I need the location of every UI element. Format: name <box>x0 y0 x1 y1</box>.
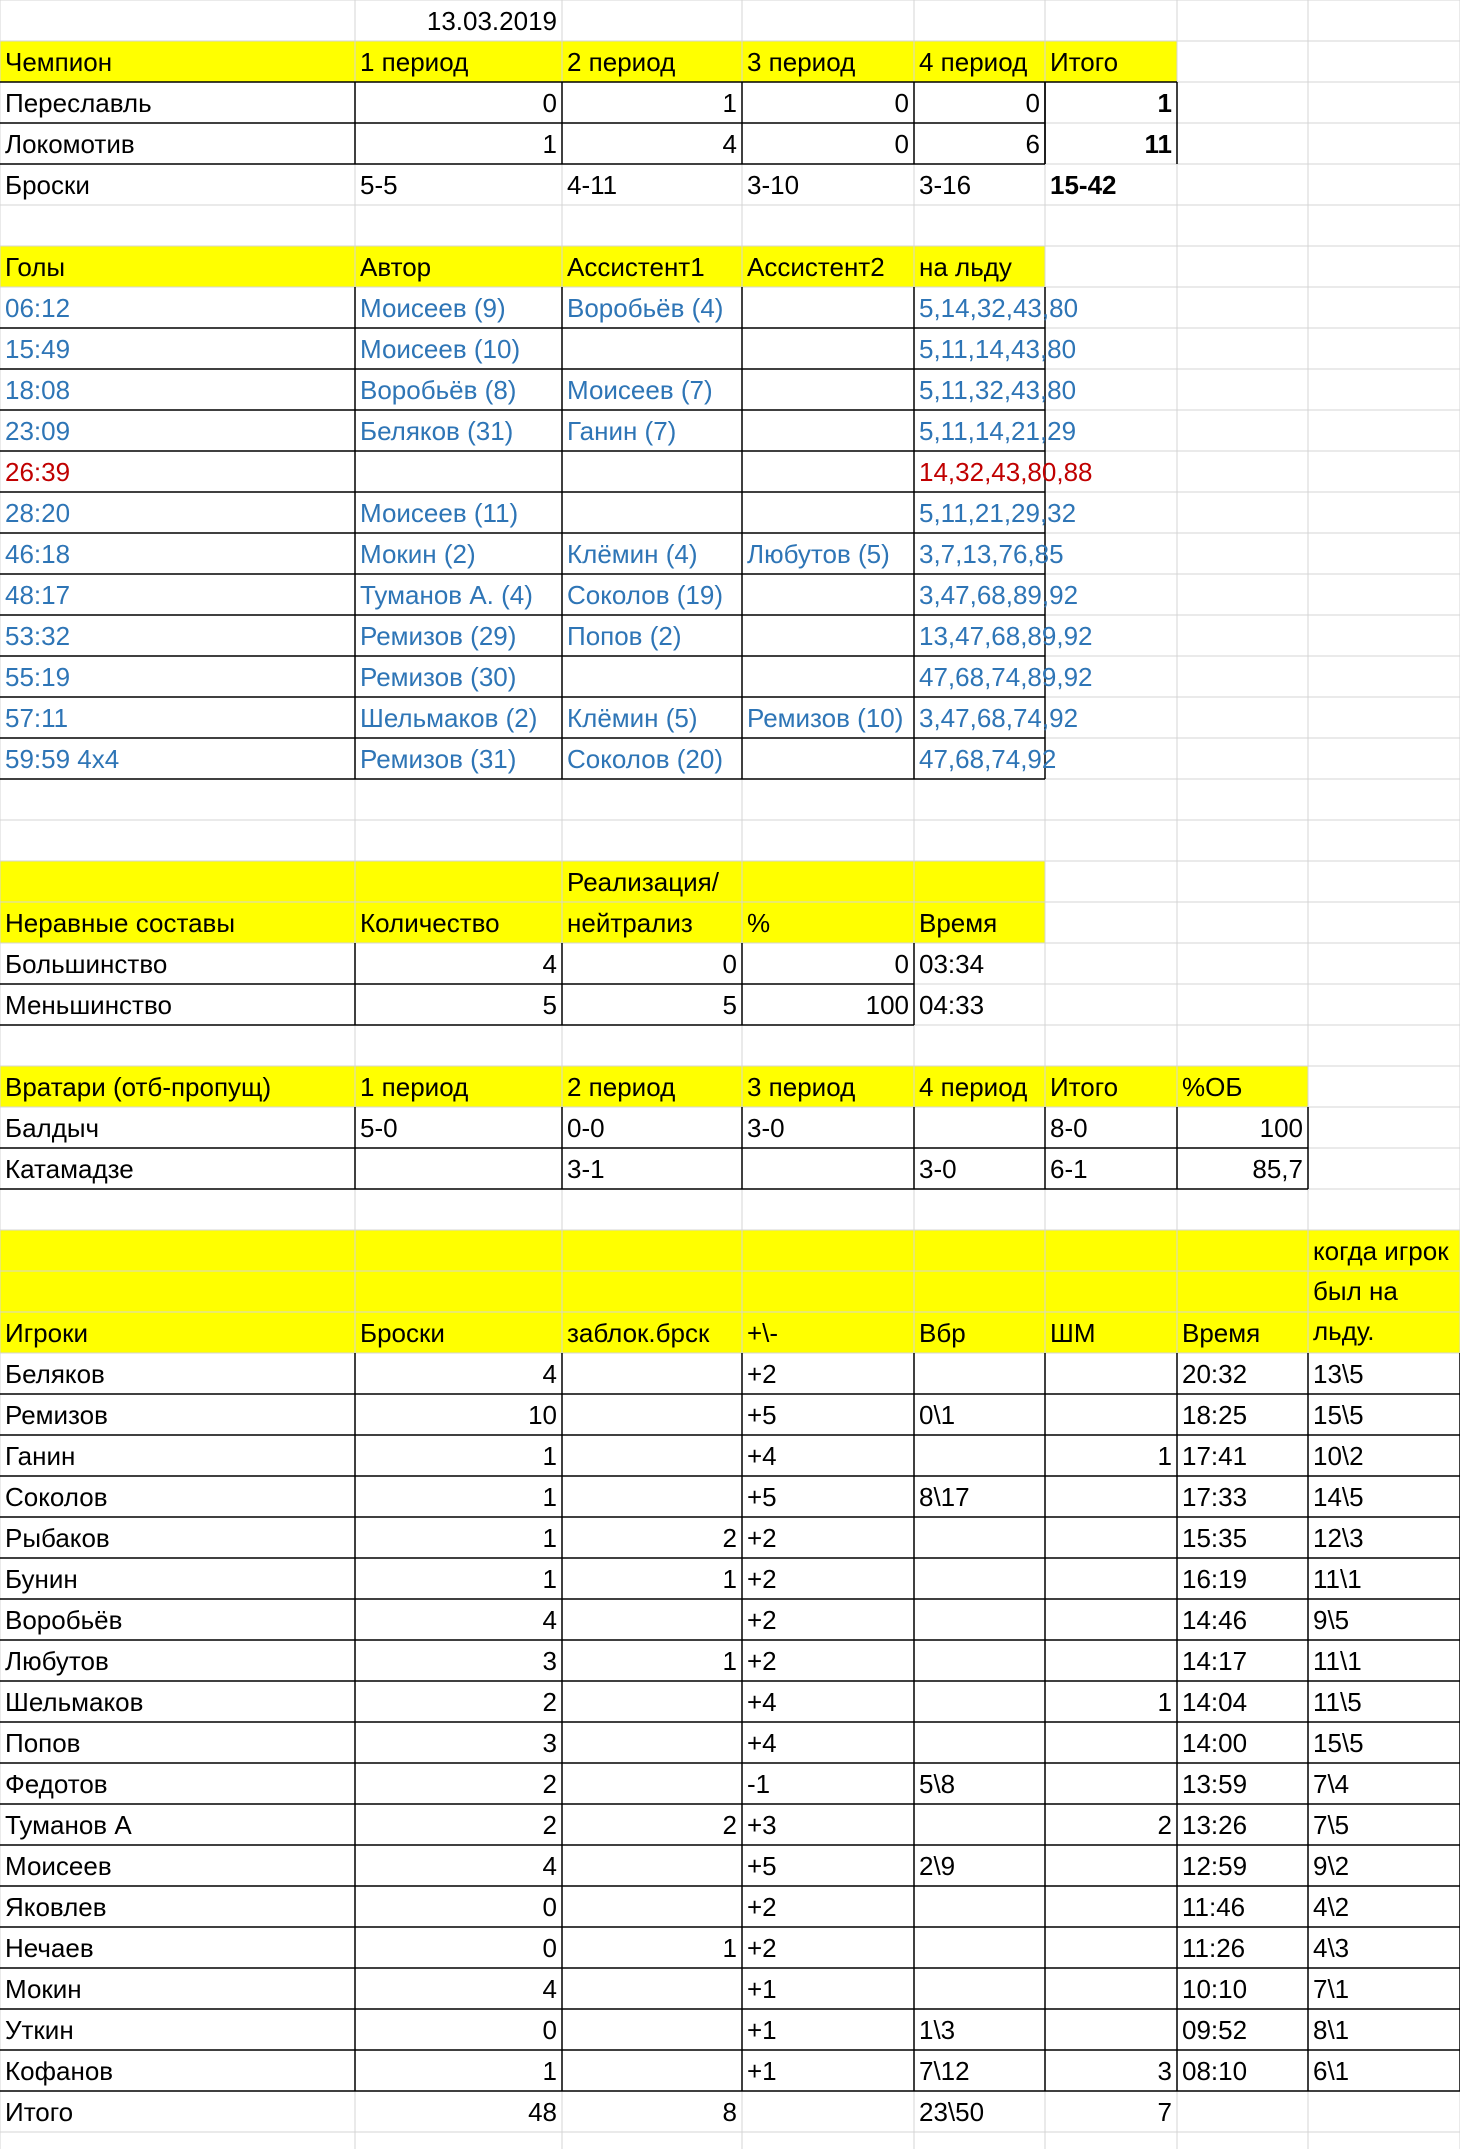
goal-cell: Беляков (31) <box>360 415 514 446</box>
player-cell: 6\1 <box>1313 2055 1350 2086</box>
goalie-cell: Катамадзе <box>5 1153 134 1184</box>
goal-cell: 5,11,14,21,29 <box>919 415 1077 446</box>
players-total-cell <box>742 2091 914 2132</box>
players-total-cell: Итого <box>5 2096 74 2127</box>
player-cell: 7\1 <box>1313 1973 1350 2004</box>
goalies-header-cell: 4 период <box>919 1071 1028 1102</box>
players-total-cell <box>1177 2091 1308 2132</box>
score-cell: 1 <box>1157 87 1172 118</box>
player-cell: Ганин <box>5 1440 76 1471</box>
goal-cell <box>742 369 914 410</box>
score-cell: 11 <box>1144 128 1172 159</box>
goal-cell <box>562 656 742 697</box>
goals-header-cell: Автор <box>360 251 432 282</box>
player-cell <box>914 1599 1045 1640</box>
goal-cell: Ганин (7) <box>567 415 677 446</box>
goal-cell: 26:39 <box>5 456 71 487</box>
player-cell <box>914 1435 1045 1476</box>
players-header-cell: Игроки <box>5 1317 88 1348</box>
player-cell: 4\3 <box>1313 1932 1350 1963</box>
goal-cell: 5,11,14,43,80 <box>919 333 1077 364</box>
player-cell: 12:59 <box>1182 1850 1248 1881</box>
special-header-cell: Время <box>919 907 998 938</box>
player-cell: 7\5 <box>1313 1809 1350 1840</box>
player-cell: 2 <box>1157 1809 1172 1840</box>
player-cell: 1 <box>1157 1440 1172 1471</box>
goal-cell: Воробьёв (8) <box>360 374 517 405</box>
player-cell <box>562 1722 742 1763</box>
player-cell: 09:52 <box>1182 2014 1248 2045</box>
player-cell <box>562 1763 742 1804</box>
player-cell: +4 <box>747 1727 777 1758</box>
score-cell: 0 <box>542 87 557 118</box>
player-cell: +2 <box>747 1932 777 1963</box>
special-header-cell: нейтрализ <box>567 907 693 938</box>
player-cell: Туманов А <box>5 1809 132 1840</box>
player-cell: Бунин <box>5 1563 78 1594</box>
special-header-cell: Реализация/ <box>567 866 719 897</box>
score-cell: 15-42 <box>1050 169 1117 200</box>
player-cell: 8\1 <box>1313 2014 1350 2045</box>
goal-cell: 46:18 <box>5 538 71 569</box>
goal-cell: Любутов (5) <box>747 538 890 569</box>
goal-cell: Ремизов (10) <box>747 702 904 733</box>
player-cell: Яковлев <box>5 1891 107 1922</box>
goal-cell: 14,32,43,80,88 <box>919 456 1093 487</box>
goalies-header-cell: 1 период <box>360 1071 469 1102</box>
goal-cell: Моисеев (11) <box>360 497 519 528</box>
goal-cell: Ремизов (29) <box>360 620 517 651</box>
goal-cell <box>355 451 562 492</box>
player-cell <box>914 1927 1045 1968</box>
player-cell: Кофанов <box>5 2055 114 2086</box>
player-cell: 0 <box>542 1891 557 1922</box>
player-cell: 1 <box>542 1481 557 1512</box>
player-cell: 2 <box>722 1809 737 1840</box>
players-total-cell: 48 <box>528 2096 557 2127</box>
goal-cell: Мокин (2) <box>360 538 476 569</box>
player-cell: +1 <box>747 2014 777 2045</box>
goal-cell <box>742 410 914 451</box>
goal-cell: 59:59 4х4 <box>5 743 120 774</box>
player-cell: +2 <box>747 1891 777 1922</box>
player-cell: 0 <box>542 2014 557 2045</box>
goal-cell: 28:20 <box>5 497 71 528</box>
goalies-header-cell: Итого <box>1050 1071 1119 1102</box>
goal-cell: Попов (2) <box>567 620 682 651</box>
goal-cell: 5,11,21,29,32 <box>919 497 1077 528</box>
player-cell <box>562 2009 742 2050</box>
player-cell <box>1045 1968 1177 2009</box>
player-cell: 14:46 <box>1182 1604 1248 1635</box>
player-cell: +2 <box>747 1563 777 1594</box>
goalie-cell: 3-1 <box>567 1153 605 1184</box>
player-cell <box>1045 1394 1177 1435</box>
player-cell: 11\5 <box>1313 1686 1362 1717</box>
special-header-cell: % <box>747 907 771 938</box>
players-total-cell: 8 <box>722 2096 737 2127</box>
goalie-cell: Балдыч <box>5 1112 100 1143</box>
goalie-cell: 100 <box>1259 1112 1303 1143</box>
score-header-cell: 2 период <box>567 46 676 77</box>
player-cell: 4\2 <box>1313 1891 1350 1922</box>
player-cell <box>562 1886 742 1927</box>
player-cell <box>914 1804 1045 1845</box>
player-cell: Беляков <box>5 1358 105 1389</box>
goalie-cell: 3-0 <box>919 1153 957 1184</box>
goalies-header-cell: %ОБ <box>1182 1071 1243 1102</box>
goal-cell: 3,47,68,74,92 <box>919 702 1079 733</box>
player-cell: 14:17 <box>1182 1645 1248 1676</box>
player-cell: 0 <box>542 1932 557 1963</box>
players-total-cell: 23\50 <box>919 2096 985 2127</box>
player-cell: Уткин <box>5 2014 74 2045</box>
player-cell: 4 <box>542 1358 557 1389</box>
player-cell <box>1045 1517 1177 1558</box>
player-cell: 14:04 <box>1182 1686 1248 1717</box>
player-cell: 13:59 <box>1182 1768 1248 1799</box>
player-cell: 1 <box>722 1563 737 1594</box>
goalie-cell: 85,7 <box>1252 1153 1303 1184</box>
goalie-cell: 6-1 <box>1050 1153 1088 1184</box>
player-cell: 15:35 <box>1182 1522 1248 1553</box>
goalie-cell: 8-0 <box>1050 1112 1088 1143</box>
players-header-cell: Броски <box>360 1317 445 1348</box>
player-cell: Мокин <box>5 1973 82 2004</box>
player-cell <box>1045 1886 1177 1927</box>
score-cell: 4-11 <box>567 169 618 200</box>
player-cell: 1 <box>542 1522 557 1553</box>
goalie-cell <box>742 1148 914 1189</box>
player-cell: 1 <box>722 1645 737 1676</box>
score-cell: 0 <box>1025 87 1040 118</box>
goal-cell: 57:11 <box>5 702 69 733</box>
goal-cell: 15:49 <box>5 333 71 364</box>
special-cell: 04:33 <box>919 989 985 1020</box>
player-cell <box>914 1353 1045 1394</box>
player-cell: 16:19 <box>1182 1563 1248 1594</box>
special-cell: 100 <box>865 989 909 1020</box>
goalies-header-cell: 3 период <box>747 1071 856 1102</box>
score-header-cell: 4 период <box>919 46 1028 77</box>
goal-cell <box>562 492 742 533</box>
player-cell: +5 <box>747 1399 777 1430</box>
player-cell <box>1045 1599 1177 1640</box>
goal-cell: 55:19 <box>5 661 71 692</box>
player-cell: +2 <box>747 1645 777 1676</box>
player-cell: +1 <box>747 2055 777 2086</box>
player-cell: 5\8 <box>919 1768 956 1799</box>
goal-cell <box>742 451 914 492</box>
player-cell <box>1045 1763 1177 1804</box>
player-cell: 1 <box>542 2055 557 2086</box>
goal-cell <box>562 451 742 492</box>
player-cell: 11:46 <box>1182 1891 1246 1922</box>
score-cell: 6 <box>1025 128 1040 159</box>
score-cell: 4 <box>722 128 737 159</box>
player-cell: 2 <box>722 1522 737 1553</box>
special-cell: 5 <box>542 989 557 1020</box>
goal-cell <box>742 287 914 328</box>
player-cell: 11:26 <box>1182 1932 1246 1963</box>
player-cell: 1 <box>542 1563 557 1594</box>
goals-header-cell: на льду <box>919 251 1012 282</box>
score-header-cell: Итого <box>1050 46 1119 77</box>
player-cell: 14:00 <box>1182 1727 1248 1758</box>
player-cell: Ремизов <box>5 1399 108 1430</box>
goal-cell: 06:12 <box>5 292 71 323</box>
goal-cell: Клёмин (5) <box>567 702 698 733</box>
player-cell: 2 <box>542 1768 557 1799</box>
player-cell: +2 <box>747 1522 777 1553</box>
player-cell <box>562 1353 742 1394</box>
special-cell: 4 <box>542 948 557 979</box>
player-cell: Рыбаков <box>5 1522 110 1553</box>
player-cell: +5 <box>747 1481 777 1512</box>
players-header-cell: ШМ <box>1050 1317 1096 1348</box>
player-cell: +4 <box>747 1686 777 1717</box>
player-cell: 12\3 <box>1313 1522 1364 1553</box>
score-header-cell: 1 период <box>360 46 469 77</box>
player-cell <box>1045 1476 1177 1517</box>
player-cell: +3 <box>747 1809 777 1840</box>
player-cell: 3 <box>542 1727 557 1758</box>
player-cell: 10 <box>528 1399 557 1430</box>
goal-cell: 47,68,74,89,92 <box>919 661 1093 692</box>
players-total-cell <box>1308 2091 1460 2132</box>
player-cell <box>1045 1640 1177 1681</box>
player-cell <box>1045 1353 1177 1394</box>
score-cell: 0 <box>894 128 909 159</box>
player-cell <box>562 1394 742 1435</box>
player-cell <box>1045 1558 1177 1599</box>
score-cell: 0 <box>894 87 909 118</box>
player-cell <box>914 1681 1045 1722</box>
goal-cell <box>742 738 914 779</box>
player-cell: 3 <box>1157 2055 1172 2086</box>
goal-cell: Моисеев (9) <box>360 292 506 323</box>
goal-cell: Соколов (20) <box>567 743 723 774</box>
goal-cell: Клёмин (4) <box>567 538 698 569</box>
player-cell: 3 <box>542 1645 557 1676</box>
goal-cell <box>742 574 914 615</box>
goals-header-cell: Ассистент2 <box>747 251 885 282</box>
special-header-cell: Неравные составы <box>5 907 236 938</box>
player-cell <box>562 1599 742 1640</box>
goalie-cell: 5-0 <box>360 1112 398 1143</box>
goal-cell <box>742 328 914 369</box>
goalie-cell: 0-0 <box>567 1112 605 1143</box>
player-cell: 17:41 <box>1182 1440 1248 1471</box>
player-cell: 13\5 <box>1313 1358 1364 1389</box>
player-cell: 13:26 <box>1182 1809 1248 1840</box>
player-cell: 4 <box>542 1850 557 1881</box>
player-cell: 17:33 <box>1182 1481 1248 1512</box>
goal-cell: Воробьёв (4) <box>567 292 724 323</box>
player-cell: +1 <box>747 1973 777 2004</box>
special-cell: Меньшинство <box>5 989 172 1020</box>
score-cell: 1 <box>722 87 737 118</box>
player-cell: 1 <box>722 1932 737 1963</box>
goal-cell <box>742 656 914 697</box>
special-cell: 0 <box>894 948 909 979</box>
goal-cell <box>562 328 742 369</box>
player-cell <box>914 1517 1045 1558</box>
player-cell: 9\5 <box>1313 1604 1350 1635</box>
sheet-date: 13.03.2019 <box>426 5 557 36</box>
player-cell: 0\1 <box>919 1399 956 1430</box>
player-cell: Шельмаков <box>5 1686 144 1717</box>
player-cell: Федотов <box>5 1768 108 1799</box>
players-header-cell: Время <box>1182 1317 1261 1348</box>
player-cell: Нечаев <box>5 1932 94 1963</box>
player-cell: 1 <box>542 1440 557 1471</box>
goal-cell: 47,68,74,92 <box>919 743 1057 774</box>
player-cell: 14\5 <box>1313 1481 1364 1512</box>
player-cell <box>1045 1927 1177 1968</box>
players-total-cell: 7 <box>1157 2096 1172 2127</box>
player-cell: 7\4 <box>1313 1768 1350 1799</box>
player-cell: 15\5 <box>1313 1399 1364 1430</box>
special-header-cell: Количество <box>360 907 500 938</box>
players-header-cell: +\- <box>747 1317 779 1348</box>
player-cell <box>914 1886 1045 1927</box>
special-cell: 5 <box>722 989 737 1020</box>
player-cell <box>562 1476 742 1517</box>
players-header-cell: заблок.брск <box>567 1317 710 1348</box>
player-cell: -1 <box>747 1768 771 1799</box>
player-cell <box>914 1640 1045 1681</box>
goal-cell: 13,47,68,89,92 <box>919 620 1093 651</box>
player-cell: 2 <box>542 1809 557 1840</box>
goal-cell: 48:17 <box>5 579 71 610</box>
score-cell: 3-16 <box>919 169 972 200</box>
goalie-cell <box>355 1148 562 1189</box>
goal-cell: Моисеев (10) <box>360 333 521 364</box>
player-cell: +5 <box>747 1850 777 1881</box>
player-cell <box>562 1435 742 1476</box>
player-cell <box>1045 1845 1177 1886</box>
score-cell: 5-5 <box>360 169 398 200</box>
player-cell: 11\1 <box>1313 1563 1362 1594</box>
goalie-cell: 3-0 <box>747 1112 785 1143</box>
player-cell: 7\12 <box>919 2055 970 2086</box>
goal-cell: Ремизов (31) <box>360 743 517 774</box>
player-cell <box>562 1968 742 2009</box>
player-cell: 1\3 <box>919 2014 956 2045</box>
player-cell: 1 <box>1157 1686 1172 1717</box>
goals-header-cell: Ассистент1 <box>567 251 705 282</box>
player-cell: 4 <box>542 1604 557 1635</box>
special-cell: Большинство <box>5 948 168 979</box>
player-cell: +2 <box>747 1604 777 1635</box>
goals-header-cell: Голы <box>5 251 66 282</box>
score-cell: Броски <box>5 169 90 200</box>
goal-cell: Соколов (19) <box>567 579 723 610</box>
player-cell: Воробьёв <box>5 1604 123 1635</box>
player-cell: 2\9 <box>919 1850 956 1881</box>
goalie-cell <box>914 1107 1045 1148</box>
goal-cell: 53:32 <box>5 620 71 651</box>
goal-cell: 18:08 <box>5 374 71 405</box>
player-cell <box>914 1722 1045 1763</box>
player-cell: +2 <box>747 1358 777 1389</box>
goalies-header-cell: Вратари (отб-пропущ) <box>5 1071 272 1102</box>
score-cell: 3-10 <box>747 169 800 200</box>
goal-cell <box>742 492 914 533</box>
player-cell: 10\2 <box>1313 1440 1364 1471</box>
goalies-header-cell: 2 период <box>567 1071 676 1102</box>
player-cell: 18:25 <box>1182 1399 1248 1430</box>
player-cell <box>914 1558 1045 1599</box>
goal-cell <box>742 615 914 656</box>
players-header-cell: Вбр <box>919 1317 966 1348</box>
player-cell: 10:10 <box>1182 1973 1248 2004</box>
score-cell: Локомотив <box>5 128 135 159</box>
score-header-cell: 3 период <box>747 46 856 77</box>
special-cell: 0 <box>722 948 737 979</box>
goal-cell: 3,7,13,76,85 <box>919 538 1064 569</box>
player-cell <box>562 1681 742 1722</box>
goal-cell: Моисеев (7) <box>567 374 713 405</box>
player-cell <box>1045 1722 1177 1763</box>
special-cell: 03:34 <box>919 948 985 979</box>
goal-cell: 23:09 <box>5 415 71 446</box>
players-header-cell: когда игрок был на льду. <box>1313 1236 1449 1346</box>
player-cell <box>562 2050 742 2091</box>
score-header-cell: Чемпион <box>5 46 113 77</box>
player-cell: 4 <box>542 1973 557 2004</box>
player-cell <box>914 1968 1045 2009</box>
player-cell: Любутов <box>5 1645 109 1676</box>
player-cell: 20:32 <box>1182 1358 1248 1389</box>
player-cell: 9\2 <box>1313 1850 1350 1881</box>
score-cell: Переславль <box>5 87 152 118</box>
player-cell: 08:10 <box>1182 2055 1248 2086</box>
goal-cell: Шельмаков (2) <box>360 702 538 733</box>
player-cell <box>1045 2009 1177 2050</box>
player-cell: Соколов <box>5 1481 108 1512</box>
goal-cell: 3,47,68,89,92 <box>919 579 1079 610</box>
goal-cell: Ремизов (30) <box>360 661 517 692</box>
player-cell: +4 <box>747 1440 777 1471</box>
player-cell: 2 <box>542 1686 557 1717</box>
goal-cell: 5,11,32,43,80 <box>919 374 1077 405</box>
player-cell <box>562 1845 742 1886</box>
score-cell: 1 <box>542 128 557 159</box>
player-cell: 11\1 <box>1313 1645 1362 1676</box>
goal-cell: Туманов А. (4) <box>360 579 533 610</box>
player-cell: 15\5 <box>1313 1727 1364 1758</box>
goal-cell: 5,14,32,43,80 <box>919 292 1079 323</box>
player-cell: 8\17 <box>919 1481 970 1512</box>
player-cell: Моисеев <box>5 1850 112 1881</box>
player-cell: Попов <box>5 1727 81 1758</box>
